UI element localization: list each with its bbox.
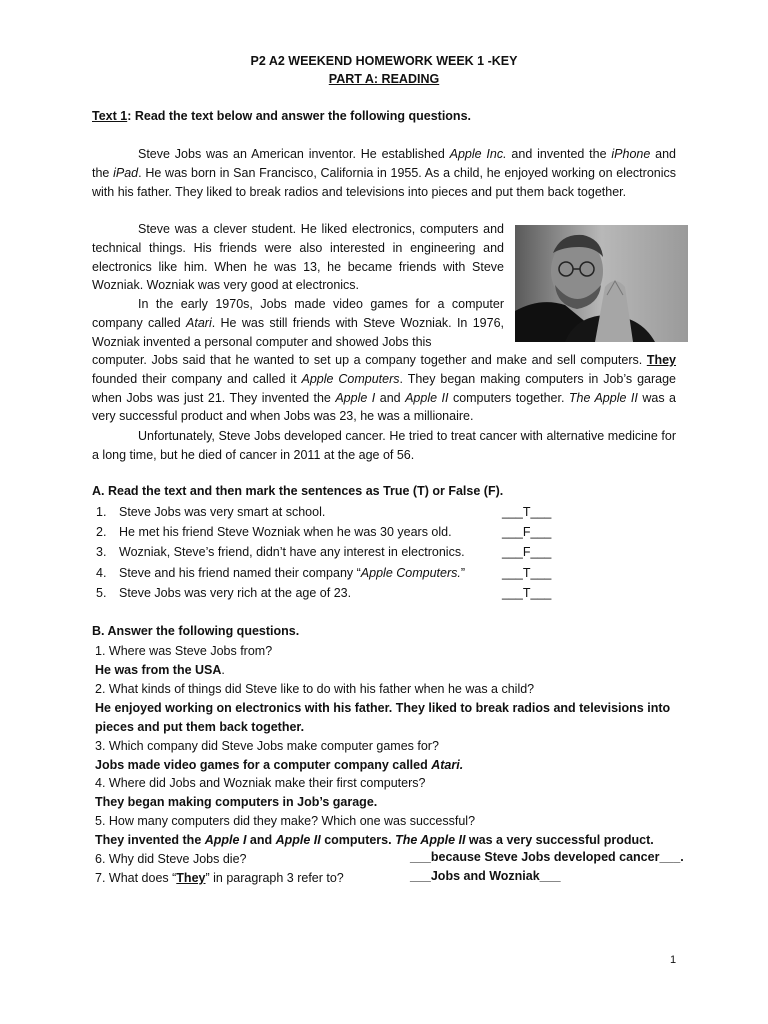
- question-2: 2. What kinds of things did Steve like to do with his father when he was a child?: [95, 682, 535, 696]
- tf-answer: ___F___: [502, 545, 552, 559]
- page-number: 1: [670, 954, 677, 966]
- text1-label: Text 1: [92, 109, 128, 123]
- question-5: 5. How many computers did they make? Which one was successful?: [95, 814, 476, 828]
- tf-item: 5. Steve Jobs was very rich at the age of 23. ___T___: [96, 586, 552, 600]
- question-4: 4. Where did Jobs and Wozniak make their first computers?: [95, 776, 426, 790]
- steve-jobs-photo: [515, 225, 688, 342]
- answer-2: He enjoyed working on electronics with his father. They liked to break radios and televisions into pieces and put them back together.: [95, 701, 671, 734]
- tf-answer: ___F___: [502, 525, 552, 539]
- tf-item: 4. Steve and his friend named their company “Apple Computers.” ___T___: [96, 566, 552, 580]
- text1-heading: [92, 109, 471, 123]
- tf-answer: ___T___: [502, 586, 552, 600]
- answer-3: Jobs made video games for a computer company called Atari.: [95, 758, 464, 772]
- question-3: 3. Which company did Steve Jobs make computer games for?: [95, 739, 439, 753]
- section-a-heading: A. Read the text and then mark the sentences as True (T) or False (F).: [92, 484, 504, 498]
- answer-6: ___because Steve Jobs developed cancer___.: [410, 850, 684, 864]
- tf-item: 3. Wozniak, Steve’s friend, didn’t have any interest in electronics. ___F___: [96, 545, 552, 559]
- tf-answer: ___T___: [502, 566, 552, 580]
- paragraph-2: Steve was a clever student. He liked electronics, computers and technical things. His friends were also interested in engineering and electronics like him. When he was 13, he became friends with Steve Wozniak. Wozniak was very good at electronics.: [92, 222, 504, 293]
- answer-5: They invented the Apple I and Apple II computers. The Apple II was a very successful product.: [95, 833, 654, 847]
- answer-4: They began making computers in Job’s garage.: [95, 795, 378, 809]
- document-title: P2 A2 WEEKEND HOMEWORK WEEK 1 -KEY: [250, 54, 518, 68]
- paragraph-3-continued: computer. Jobs said that he wanted to set up a company together and make and sell computers. They founded their company and called it Apple Computers. They began making computers in Job’s garage when Jobs was just 21. They invented the Apple I and Apple II computers together. The Apple II was a very successful product and when Jobs was 23, he was a millionaire.: [92, 353, 677, 424]
- paragraph-1: Steve Jobs was an American inventor. He established Apple Inc. and invented the iPhone and the iPad. He was born in San Francisco, California in 1955. As a child, he enjoyed working on electronics with his father. They liked to break radios and televisions into pieces and put them back together.: [92, 147, 676, 199]
- tf-item: 2. He met his friend Steve Wozniak when he was 30 years old. ___F___: [96, 525, 552, 539]
- text1-instruction: : Read the text below and answer the following questions.: [127, 109, 471, 123]
- section-b-heading: B. Answer the following questions.: [92, 624, 300, 638]
- answer-7: ___Jobs and Wozniak___: [410, 869, 561, 883]
- tf-answer: ___T___: [502, 505, 552, 519]
- paragraph-4: Unfortunately, Steve Jobs developed cancer. He tried to treat cancer with alternative medicine for a long time, but he died of cancer in 2011 at the age of 56.: [92, 429, 676, 462]
- they-reference: They: [646, 353, 676, 367]
- paragraph-3: In the early 1970s, Jobs made video games for a computer company called Atari. He was still friends with Steve Wozniak. In 1976, Wozniak invented a personal computer and showed Jobs this: [92, 297, 504, 349]
- tf-item: 1. Steve Jobs was very smart at school. ___T___: [96, 505, 552, 519]
- question-7: 7. What does “They” in paragraph 3 refer to?: [95, 871, 344, 885]
- question-1: 1. Where was Steve Jobs from?: [95, 644, 273, 658]
- question-6: 6. Why did Steve Jobs die?: [95, 852, 247, 866]
- answer-1: He was from the USA.: [95, 663, 225, 677]
- document-subtitle: PART A: READING: [328, 72, 440, 86]
